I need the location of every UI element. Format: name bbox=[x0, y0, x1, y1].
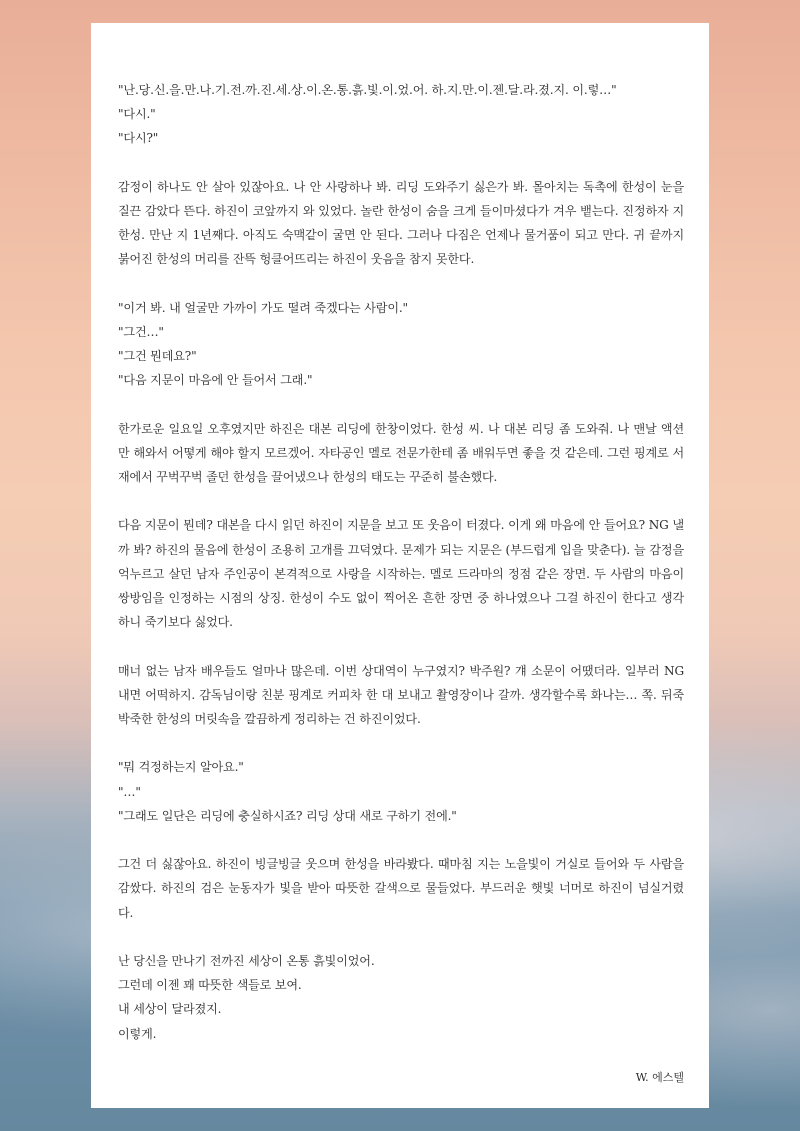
paragraph-gap bbox=[118, 828, 684, 852]
closing-line-3: 내 세상이 달라졌지. bbox=[118, 1002, 222, 1017]
paragraph-gap bbox=[118, 393, 684, 417]
paragraph-3: 다음 지문이 뭔데? 대본을 다시 읽던 하진이 지문을 보고 또 웃음이 터졌다. 이게 왜 마음에 안 들어요? NG 낼까 봐? 하진의 물음에 한성이 조용히 고개를 끄덕였다. 문제가 되는 지문은 (부드럽게 입을 맞춘다). 늘 감정을 억누르고 살던 남자 주인공이 본격적으로 사랑을 시작하는. 멜로 드라마의 정점 같은 장면. 두 사람의 마음이 쌍방임을 인정하는 시점의 상징. 한성이 수도 없이 찍어온 흔한 장면 중 하나였으나 그걸 하진이 한다고 생각하니 죽기보다 싫었다. bbox=[118, 518, 684, 630]
closing-line-4: 이렇게. bbox=[118, 1026, 157, 1041]
paragraph-gap bbox=[118, 272, 684, 296]
dialogue-line-4: "다음 지문이 마음에 안 들어서 그래." bbox=[118, 373, 313, 388]
dialogue-line-3: "그건 뭔데요?" bbox=[118, 349, 197, 364]
opening-line-2: "다시." bbox=[118, 107, 156, 122]
story-text bbox=[118, 78, 684, 1046]
paragraph-gap bbox=[118, 151, 684, 175]
document-page bbox=[91, 23, 709, 1108]
paragraph-2: 한가로운 일요일 오후였지만 하진은 대본 리딩에 한창이었다. 한성 씨. 나 대본 리딩 좀 도와줘. 나 맨날 액션만 해와서 어떻게 해야 할지 모르겠어. 자타공인 멜로 전문가한테 좀 배워두면 좋을 것 같은데. 그런 핑계로 서재에서 꾸벅꾸벅 졸던 한성을 끌어냈으나 한성의 태도는 꾸준히 불손했다. bbox=[118, 421, 684, 485]
paragraph-1: 감정이 하나도 안 살아 있잖아요. 나 안 사랑하나 봐. 리딩 도와주기 싫은가 봐. 몰아치는 독촉에 한성이 눈을 질끈 감았다 뜬다. 하진이 코앞까지 와 있었다. 놀란 한성이 숨을 크게 들이마셨다가 겨우 뱉는다. 진정하자 지한성. 만난 지 1년째다. 아직도 숙맥같이 굴면 안 된다. 그러나 다짐은 언제나 물거품이 되고 만다. 귀 끝까지 붉어진 한성의 머리를 잔뜩 헝클어뜨리는 하진이 웃음을 참지 못한다. bbox=[118, 179, 684, 267]
dialogue-line-6: "…" bbox=[118, 784, 141, 799]
paragraph-4: 매너 없는 남자 배우들도 얼마나 많은데. 이번 상대역이 누구였지? 박주원? 걔 소문이 어땠더라. 일부러 NG 내면 어떡하지. 감독님이랑 친분 핑계로 커피차 한 대 보내고 촬영장이나 갈까. 생각할수록 화나는… 쪽. 뒤죽박죽한 한성의 머릿속을 깔끔하게 정리하는 건 하진이었다. bbox=[118, 663, 684, 727]
dialogue-line-2: "그건…" bbox=[118, 324, 164, 339]
paragraph-gap bbox=[118, 635, 684, 659]
closing-line-2: 그런데 이젠 꽤 따뜻한 색들로 보여. bbox=[118, 978, 302, 993]
dialogue-line-5: "뭐 걱정하는지 알아요." bbox=[118, 760, 244, 775]
opening-line-1: "난.당.신.을.만.나.기.전.까.진.세.상.이.온.통.흙.빛.이.었.어. 하.지.만.이.젠.달.라.졌.지. 이.렇…" bbox=[118, 83, 617, 97]
dialogue-line-7: "그래도 일단은 리딩에 충실하시죠? 리딩 상대 새로 구하기 전에." bbox=[118, 808, 457, 823]
closing-line-1: 난 당신을 만나기 전까진 세상이 온통 흙빛이었어. bbox=[118, 954, 375, 969]
paragraph-gap bbox=[118, 925, 684, 949]
author-signature: W. 에스텔 bbox=[635, 1071, 684, 1084]
dialogue-line-1: "이거 봐. 내 얼굴만 가까이 가도 떨려 죽겠다는 사람이." bbox=[118, 300, 408, 315]
paragraph-gap bbox=[118, 731, 684, 755]
paragraph-5: 그건 더 싫잖아요. 하진이 빙글빙글 웃으며 한성을 바라봤다. 때마침 지는 노을빛이 거실로 들어와 두 사람을 감쌌다. 하진의 검은 눈동자가 빛을 받아 따뜻한 갈색으로 물들었다. 부드러운 햇빛 너머로 하진이 넘실거렸다. bbox=[118, 857, 684, 920]
paragraph-gap bbox=[118, 489, 684, 513]
opening-line-3: "다시?" bbox=[118, 131, 159, 146]
